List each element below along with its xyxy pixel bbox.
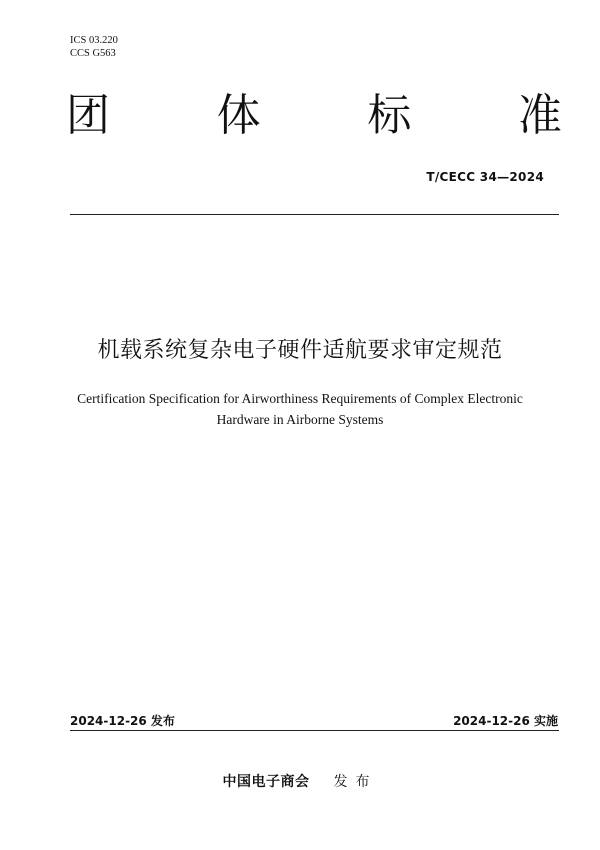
standard-type-char-4: 准 — [517, 90, 562, 141]
bottom-divider — [70, 730, 559, 731]
standard-type-char-1: 团 — [66, 90, 110, 141]
english-title-line-2: Hardware in Airborne Systems — [216, 412, 384, 427]
chinese-title: 机载系统复杂电子硬件适航要求审定规范 — [97, 338, 503, 363]
classification-block — [70, 34, 118, 60]
ics-code: ICS 03.220 — [70, 35, 118, 46]
english-title-line-1: Certification Specification for Airworthiness Requirements of Complex Electronic — [77, 391, 523, 406]
standard-type-char-3: 标 — [367, 90, 412, 141]
publish-date: 2024-12-26 发布 — [70, 714, 175, 728]
ccs-code: CCS G563 — [70, 48, 116, 59]
standard-type-char-2: 体 — [216, 90, 261, 141]
publisher-action: 发布 — [333, 774, 378, 790]
implement-date: 2024-12-26 实施 — [453, 714, 558, 728]
english-title — [70, 388, 530, 430]
publisher-organization: 中国电子商会 — [222, 774, 310, 790]
publisher-line — [0, 771, 600, 791]
standard-type-heading — [66, 88, 562, 148]
top-divider — [70, 214, 559, 215]
standard-code: T/CECC 34—2024 — [426, 170, 544, 184]
